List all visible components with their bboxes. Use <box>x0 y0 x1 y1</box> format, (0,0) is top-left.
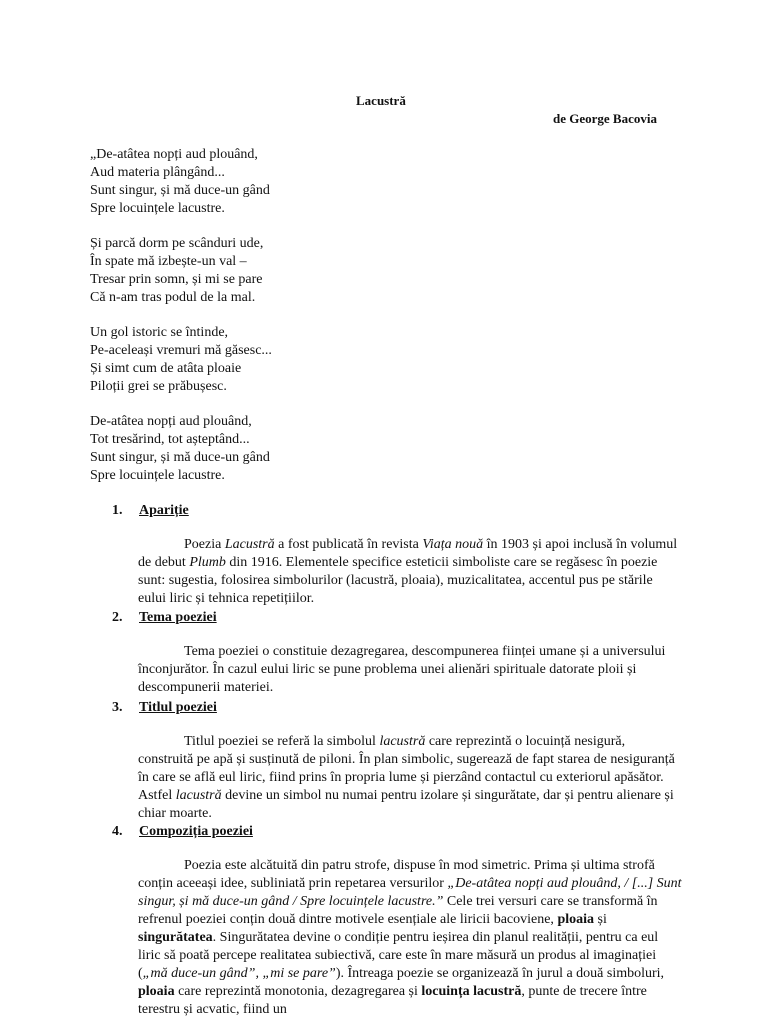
paragraph-segment: Plumb <box>189 555 226 570</box>
paragraph-segment: locuința lacustră <box>421 984 522 999</box>
section-paragraph <box>138 857 682 1019</box>
poem-line: Și parcă dorm pe scânduri ude, <box>90 236 264 251</box>
section-number: 4. <box>112 824 123 839</box>
paragraph-segment: lacustră <box>175 788 222 803</box>
section-heading <box>112 609 682 627</box>
paragraph-segment: care reprezintă o locuință nesigură, construită pe apă și susținută de piloni. În plan simbolic, sugerează de fapt starea de nesiguranță în care se află eul liric, fiind prins în propria lume și pierzând contactul cu exteriorul apăsător. Astfel <box>138 734 675 803</box>
paragraph-segment: singurătatea <box>138 930 213 945</box>
paragraph-segment: , punte de trecere între terestru și acvatic, fiind un <box>138 984 647 1017</box>
section-number: 1. <box>112 503 123 518</box>
poem-title: Lacustră <box>356 93 406 108</box>
poem-line: Piloții grei se prăbușesc. <box>90 379 227 394</box>
poem-line: Tot tresărind, tot așteptând... <box>90 432 250 447</box>
poem-author: de George Bacovia <box>553 111 657 126</box>
paragraph-segment: ploaia <box>557 912 595 927</box>
poem-line: Un gol istoric se întinde, <box>90 325 229 340</box>
poem-line: Că n-am tras podul de la mal. <box>90 290 256 305</box>
poem-stanza <box>90 413 510 485</box>
section-paragraph <box>138 643 682 697</box>
poem-line: Și simt cum de atâta ploaie <box>90 361 242 376</box>
section-compozitia <box>112 823 682 1019</box>
section-number: 2. <box>112 610 123 625</box>
paragraph-segment: și <box>594 912 607 927</box>
paragraph-segment: Poezia este alcătuită din patru strofe, dispuse în mod simetric. Prima și ultima strofă conțin aceeași idee, subliniată prin repetarea versurilor <box>138 858 655 891</box>
section-title: Titlul poeziei <box>139 700 217 715</box>
paragraph-segment: Titlul poeziei se referă la simbolul <box>184 734 380 749</box>
poem-line: Spre locuințele lacustre. <box>90 201 225 216</box>
section-heading <box>112 502 682 520</box>
poem-stanza <box>90 324 510 396</box>
poem-line: Spre locuințele lacustre. <box>90 468 225 483</box>
paragraph-segment: . Singurătatea devine o condiție pentru ieșirea din planul realității, pentru ca eul liric să poată percepe realitatea subiectivă, care este în mare măsură un produs al imaginației ( <box>138 930 659 981</box>
paragraph-segment: „De-atâtea nopți aud plouând, / [...] Sunt singur, și mă duce-un gând / Spre locuințele lacustre.” <box>138 876 682 909</box>
paragraph-segment: care reprezintă monotonia, dezagregarea și <box>174 984 422 999</box>
paragraph-segment: a fost publicată în revista <box>274 537 423 552</box>
section-title: Apariție <box>139 503 189 518</box>
paragraph-segment: Viața nouă <box>422 537 484 552</box>
section-title: Compoziția poeziei <box>139 824 253 839</box>
section-paragraph <box>138 733 682 823</box>
poem-line: Aud materia plângând... <box>90 165 225 180</box>
section-tema <box>112 609 682 697</box>
paragraph-segment: „mă duce-un gând”, „mi se pare” <box>142 966 336 981</box>
poem-line: De-atâtea nopți aud plouând, <box>90 414 252 429</box>
poem-line: Sunt singur, și mă duce-un gând <box>90 450 270 465</box>
section-number: 3. <box>112 700 123 715</box>
poem-line: În spate mă izbește-un val – <box>90 254 247 269</box>
section-titlul <box>112 699 682 823</box>
section-aparitie <box>112 502 682 608</box>
paragraph-segment: în 1903 și apoi inclusă în volumul de debut <box>138 537 678 570</box>
paragraph-segment: Tema poeziei o constituie dezagregarea, descompunerea ființei umane și a universului înconjurător. În cazul eului liric se pune problema unei alienări spirituale datorate ploii și descompunerii materiei. <box>138 644 666 695</box>
paragraph-segment: Poezia <box>184 537 225 552</box>
poem-stanza <box>90 235 510 307</box>
section-heading <box>112 823 682 841</box>
poem-line: „De-atâtea nopți aud plouând, <box>90 147 258 162</box>
poem-line: Tresar prin somn, și mi se pare <box>90 272 263 287</box>
poem-stanza <box>90 146 510 218</box>
poem-line: Sunt singur, și mă duce-un gând <box>90 183 270 198</box>
paragraph-segment: lacustră <box>379 734 426 749</box>
section-heading <box>112 699 682 717</box>
poem-text <box>90 146 510 502</box>
paragraph-segment: din 1916. Elementele specifice esteticii simboliste care se regăsesc în poezie sunt: sugestia, folosirea simbolurilor (lacustră, ploaia), muzicalitatea, accentul pus pe stările eului liric și tehnica repetițiilor. <box>138 555 658 606</box>
paragraph-segment: ). Întreaga poezie se organizează în jurul a două simboluri, <box>335 966 665 981</box>
paragraph-segment: ploaia <box>138 984 175 999</box>
poem-line: Pe-aceleași vremuri mă găsesc... <box>90 343 272 358</box>
paragraph-segment: Lacustră <box>224 537 275 552</box>
section-paragraph <box>138 536 682 608</box>
section-title: Tema poeziei <box>139 610 217 625</box>
paragraph-segment: Cele trei versuri care se transformă în refrenul poeziei conțin două dintre motivele esențiale ale liricii bacoviene, <box>138 894 658 927</box>
paragraph-segment: devine un simbol nu numai pentru izolare și singurătate, dar și pentru alienare și chiar moarte. <box>138 788 674 821</box>
